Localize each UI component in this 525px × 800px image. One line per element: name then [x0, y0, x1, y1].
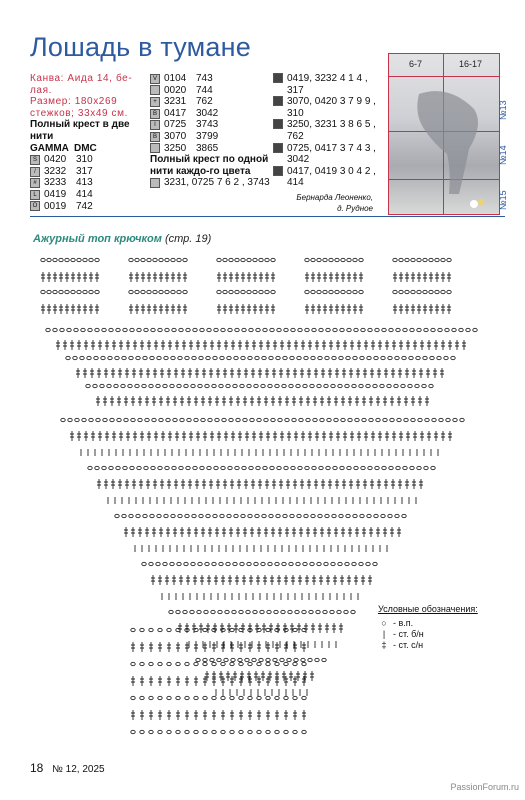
- blend-text: 0417, 0419 3 0 4 2 , 414: [287, 165, 376, 189]
- thread-list-2: [150, 73, 270, 154]
- gamma-code: 3070: [164, 130, 187, 142]
- gamma-code: 0419: [44, 188, 67, 200]
- side-label: №15: [498, 190, 508, 210]
- key-column-3: [273, 73, 383, 189]
- thread-row: [150, 143, 270, 155]
- dmc-code: 742: [76, 200, 93, 212]
- legend-symbol: |: [382, 629, 386, 639]
- canvas-info: Канва: Аида 14, бе-лая.: [30, 73, 133, 96]
- thread-row: [150, 108, 270, 120]
- horse-photo: [388, 53, 500, 215]
- thread-row: [150, 96, 270, 108]
- thread-row: [30, 154, 148, 166]
- dmc-code: 413: [76, 177, 93, 189]
- page-reference: (стр. 19): [164, 233, 212, 245]
- blend-row: [150, 177, 270, 189]
- blend-row: [273, 143, 383, 166]
- gamma-code: 0104: [164, 73, 187, 84]
- horse-image: [389, 54, 499, 214]
- gamma-code: 3250: [164, 142, 187, 154]
- blend-row: [273, 119, 383, 142]
- gamma-header: GAMMA: [30, 142, 69, 154]
- section-divider: [30, 216, 505, 217]
- full-cross-two-heading: Полный крест в две нити: [30, 119, 130, 142]
- blend-text: 0419, 3232 4 1 4 , 317: [287, 73, 368, 96]
- thread-row: [150, 119, 270, 131]
- crochet-chart: [28, 250, 498, 755]
- legend-symbol: ‡: [381, 640, 387, 650]
- dmc-code: 3042: [196, 107, 219, 119]
- gamma-code: 0019: [44, 200, 67, 212]
- thread-row: [30, 189, 148, 201]
- symbol-icon: B: [150, 132, 160, 142]
- photo-col-label: 6-7: [409, 59, 423, 69]
- gamma-code: 3231: [164, 96, 187, 108]
- dmc-code: 3799: [196, 130, 219, 142]
- symbol-icon: B: [150, 109, 160, 119]
- dmc-code: 414: [76, 188, 93, 200]
- symbol-icon: [273, 96, 283, 106]
- legend-label: - ст. б/н: [393, 629, 424, 639]
- legend-label: - в.п.: [393, 618, 414, 628]
- symbol-icon: [150, 85, 160, 95]
- gamma-code: 0420: [44, 154, 67, 166]
- author-place: д. Рудное: [337, 204, 373, 213]
- side-label: №14: [498, 145, 508, 165]
- blend-row: [273, 73, 383, 96]
- thread-row: [150, 85, 270, 97]
- symbol-icon: [273, 143, 283, 153]
- symbol-icon: I: [150, 120, 160, 130]
- gamma-code: 0417: [164, 107, 187, 119]
- dmc-code: 744: [196, 84, 213, 96]
- symbol-icon: /: [30, 167, 40, 177]
- blend-row: [273, 166, 383, 189]
- footer: [30, 761, 105, 775]
- dmc-code: 762: [196, 96, 213, 108]
- blend-row: [273, 96, 383, 119]
- thread-list-1: [30, 154, 148, 212]
- symbol-icon: L: [30, 190, 40, 200]
- symbol-icon: [273, 119, 283, 129]
- dmc-code: 3743: [196, 119, 219, 131]
- legend-list: [378, 618, 478, 651]
- dmc-code: 317: [76, 165, 93, 177]
- legend-symbol: ○: [381, 618, 387, 628]
- legend-item: [378, 640, 478, 651]
- symbol-icon: V: [150, 74, 160, 84]
- issue-number: № 12, 2025: [52, 764, 105, 775]
- symbol-icon: O: [30, 201, 40, 211]
- column-headers: [30, 143, 148, 155]
- symbol-icon: [273, 73, 283, 83]
- key-column-1: [30, 73, 148, 212]
- symbol-icon: [150, 178, 160, 188]
- symbol-icon: +: [150, 97, 160, 107]
- legend-label: - ст. с/н: [393, 640, 424, 650]
- dmc-code: 310: [76, 154, 93, 166]
- symbol-icon: S: [30, 155, 40, 165]
- gamma-code: 3233: [44, 177, 67, 189]
- legend-title: Условные обозначения:: [378, 604, 478, 614]
- dmc-code: 743: [196, 73, 213, 84]
- key-column-2: [150, 73, 270, 189]
- thread-row: [150, 73, 270, 85]
- thread-row: [150, 131, 270, 143]
- section-title: [33, 233, 211, 245]
- section-title-text: Ажурный топ крючком: [33, 233, 162, 245]
- blend-text: 3250, 3231 3 8 6 5 , 762: [287, 119, 376, 142]
- blend-text: 3070, 0420 3 7 9 9 , 310: [287, 96, 376, 119]
- page-number: 18: [30, 761, 44, 775]
- photo-col-label: 16-17: [459, 59, 483, 69]
- stitch-pattern: [41, 258, 477, 733]
- side-label: №13: [498, 100, 508, 120]
- full-cross-one-heading: Полный крест по одной нити каждо-го цвета: [150, 154, 269, 177]
- author-name: Бернарда Леоненко,: [296, 193, 373, 202]
- thread-row: [30, 177, 148, 189]
- size-info: Размер: 180х269 стежков; 33х49 см.: [30, 96, 129, 119]
- gamma-code: 0020: [164, 84, 187, 96]
- legend-item: [378, 618, 478, 629]
- symbol-icon: #: [30, 178, 40, 188]
- thread-row: [30, 201, 148, 213]
- dmc-header: DMC: [74, 142, 97, 154]
- thread-row: [30, 166, 148, 178]
- blend-text: 0725, 0417 3 7 4 3 , 3042: [287, 142, 376, 166]
- dmc-code: 3865: [196, 142, 219, 154]
- symbol-icon: [273, 166, 283, 176]
- page-title: Лошадь в тумане: [30, 32, 251, 62]
- legend: [378, 604, 478, 651]
- blend-text: 3231, 0725 7 6 2 , 3743: [164, 177, 270, 189]
- symbol-icon: [150, 143, 160, 153]
- gamma-code: 3232: [44, 165, 67, 177]
- thread-list-3: [273, 73, 383, 189]
- watermark: PassionForum.ru: [450, 782, 519, 792]
- legend-item: [378, 629, 478, 640]
- gamma-code: 0725: [164, 119, 187, 131]
- author-credit: [268, 192, 373, 214]
